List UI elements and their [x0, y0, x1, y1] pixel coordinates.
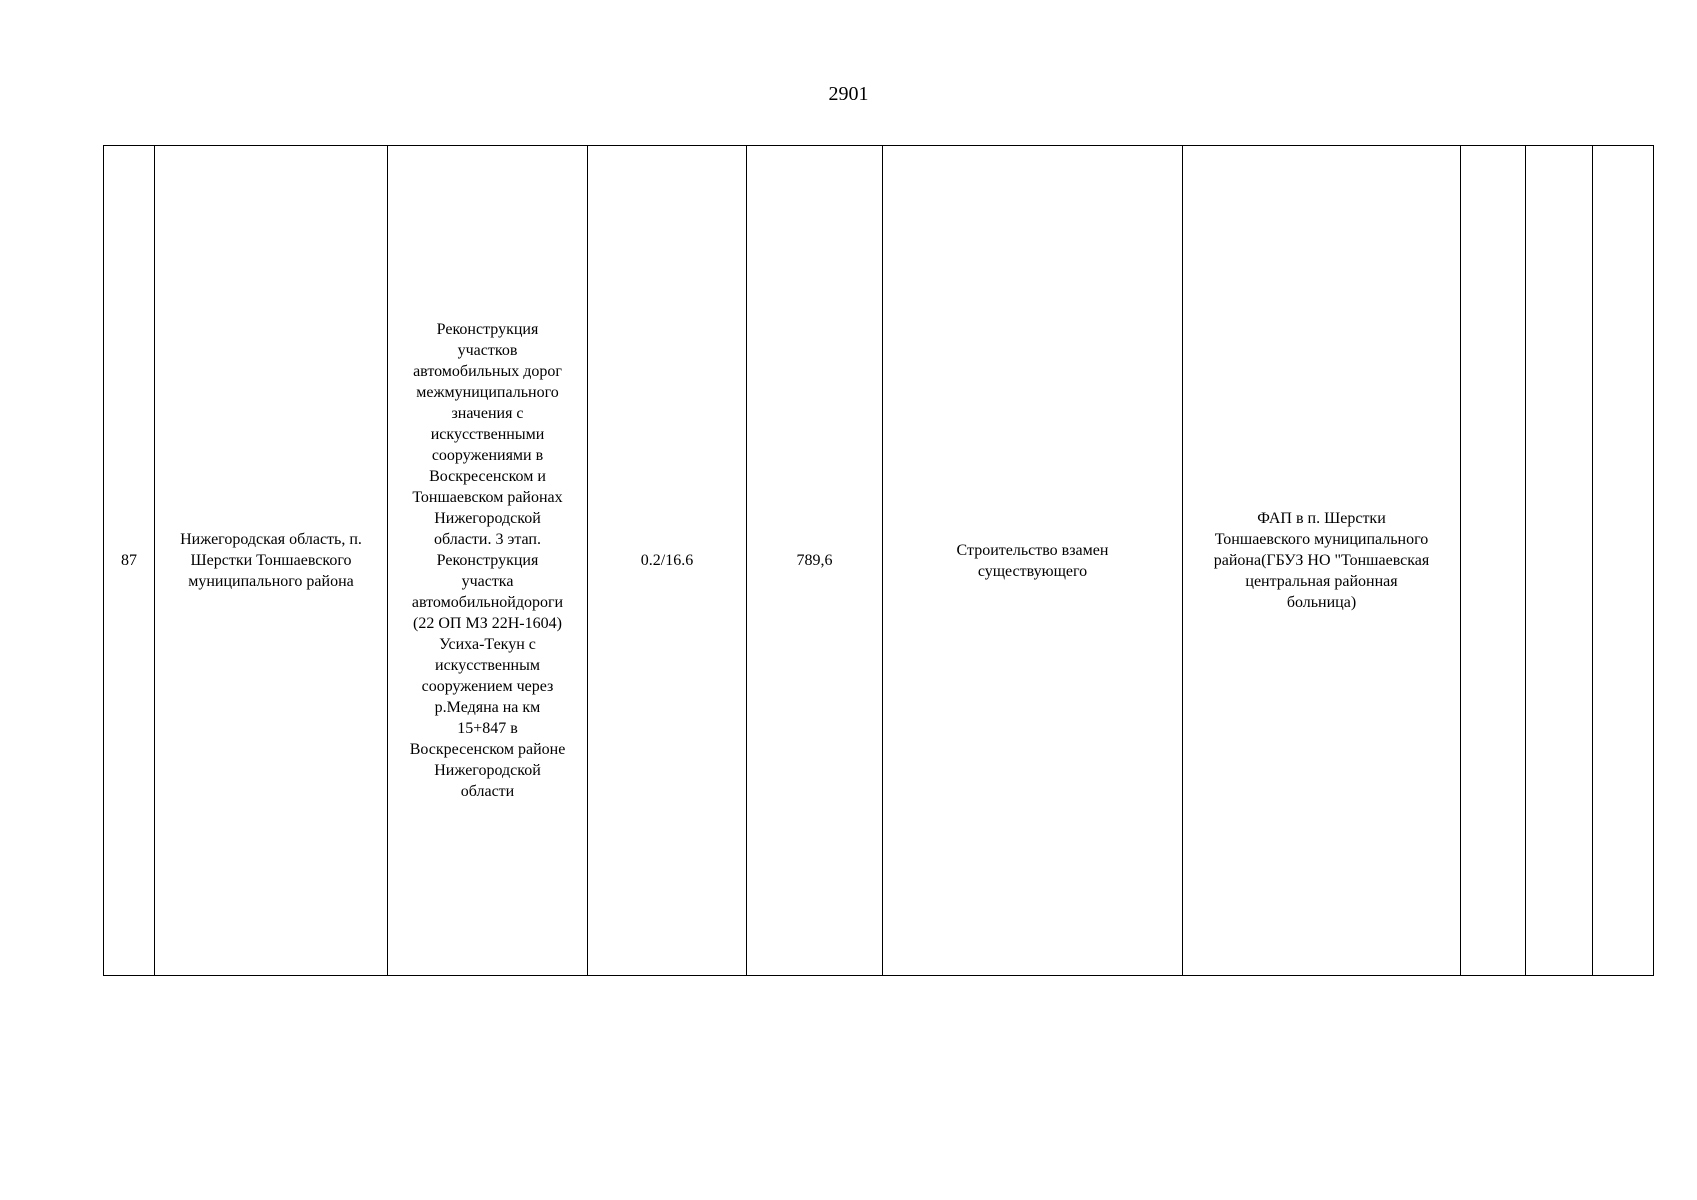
cell-action: Строительство взамен существующего — [883, 146, 1183, 976]
cell-distance: 0.2/16.6 — [588, 146, 747, 976]
cell-row-number: 87 — [104, 146, 155, 976]
cell-facility: ФАП в п. Шерстки Тоншаевского муниципального района(ГБУЗ НО "Тоншаевская центральная районная больница) — [1183, 146, 1461, 976]
cell-location: Нижегородская область, п. Шерстки Тоншаевского муниципального района — [155, 146, 388, 976]
cell-empty-8 — [1461, 146, 1526, 976]
page-number: 2901 — [828, 83, 869, 105]
table-row — [104, 146, 1654, 976]
cell-project: Реконструкция участков автомобильных дорог межмуниципального значения с искусственными сооружениями в Воскресенском и Тоншаевском районах Нижегородской области. 3 этап. Реконструкция участка автомобильнойдороги (22 ОП МЗ 22Н-1604) Усиха-Текун с искусственным сооружением через р.Медяна на км 15+847 в Воскресенском районе Нижегородской области — [388, 146, 588, 976]
cell-empty-10 — [1593, 146, 1654, 976]
data-table — [103, 145, 1654, 976]
cell-value: 789,6 — [747, 146, 883, 976]
cell-empty-9 — [1526, 146, 1593, 976]
